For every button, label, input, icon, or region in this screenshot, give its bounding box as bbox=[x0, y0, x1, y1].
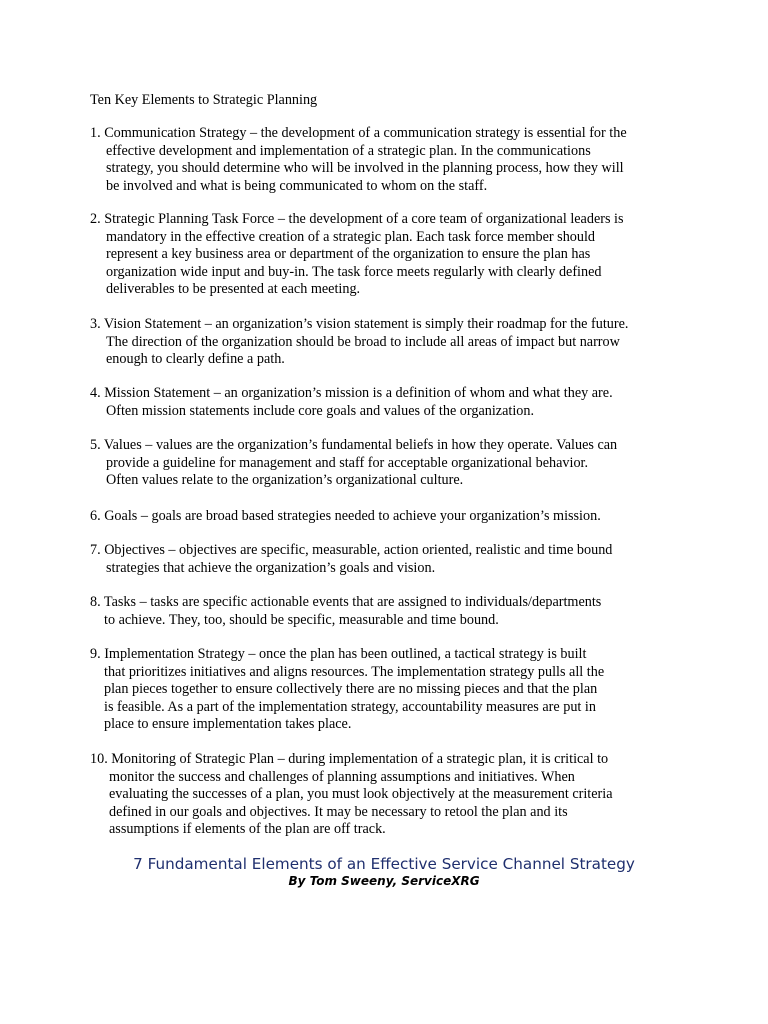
list-item-heading-line: 8. Tasks – tasks are specific actionable events that are assigned to individuals/departments bbox=[90, 594, 602, 610]
list-item-text-line: place to ensure implementation takes place. bbox=[104, 716, 352, 733]
list-item-heading-line: 5. Values – values are the organization’s fundamental beliefs in how they operate. Values can bbox=[90, 437, 618, 453]
list-item bbox=[90, 646, 604, 734]
list-item-text-line: defined in our goals and objectives. It may be necessary to retool the plan and its bbox=[109, 803, 568, 820]
list-item-text-line: strategy, you should determine who will be involved in the planning process, how they will bbox=[106, 160, 624, 177]
list-item-heading-line: 6. Goals – goals are broad based strategies needed to achieve your organization’s mission. bbox=[90, 508, 601, 524]
list-item-text-line: assumptions if elements of the plan are off track. bbox=[109, 821, 386, 838]
list-item-heading-line: 3. Vision Statement – an organization’s vision statement is simply their roadmap for the future. bbox=[90, 316, 629, 332]
list-item-heading-line: 9. Implementation Strategy – once the plan has been outlined, a tactical strategy is built bbox=[90, 646, 587, 662]
list-item-text-line: The direction of the organization should be broad to include all areas of impact but narrow bbox=[106, 333, 620, 350]
list-item-text-line: effective development and implementation of a strategic plan. In the communications bbox=[106, 142, 591, 159]
list-item-text-line: represent a key business area or department of the organization to ensure the plan has bbox=[106, 246, 591, 263]
list-item bbox=[90, 385, 613, 420]
list-item-text-line: enough to clearly define a path. bbox=[106, 351, 285, 368]
list-item-text-line: evaluating the successes of a plan, you must look objectively at the measurement criteria bbox=[109, 786, 613, 803]
list-item-heading-line: 4. Mission Statement – an organization’s mission is a definition of whom and what they are. bbox=[90, 385, 613, 401]
list-item-text-line: to achieve. They, too, should be specific, measurable and time bound. bbox=[104, 611, 499, 628]
list-item bbox=[90, 751, 613, 839]
section-title: 7 Fundamental Elements of an Effective Service Channel Strategy bbox=[133, 855, 635, 873]
list-item bbox=[90, 542, 612, 577]
list-item bbox=[90, 125, 627, 195]
list-item-text-line: deliverables to be presented at each meeting. bbox=[106, 281, 361, 298]
document-title: Ten Key Elements to Strategic Planning bbox=[90, 92, 318, 108]
list-item-text-line: strategies that achieve the organization’s goals and vision. bbox=[106, 559, 436, 576]
list-item-heading-line: 1. Communication Strategy – the development of a communication strategy is essential for the bbox=[90, 125, 627, 141]
list-item-text-line: organization wide input and buy-in. The task force meets regularly with clearly defined bbox=[106, 263, 602, 280]
list-item-text-line: mandatory in the effective creation of a strategic plan. Each task force member should bbox=[106, 228, 596, 245]
list-item bbox=[90, 437, 617, 490]
list-item-text-line: Often values relate to the organization’s organizational culture. bbox=[106, 472, 464, 489]
list-item-text-line: Often mission statements include core goals and values of the organization. bbox=[106, 402, 535, 419]
list-item-heading-line: 7. Objectives – objectives are specific, measurable, action oriented, realistic and time bound bbox=[90, 542, 613, 558]
list-item bbox=[90, 508, 601, 526]
list-item-text-line: provide a guideline for management and staff for acceptable organizational behavior. bbox=[106, 454, 589, 471]
list-item-heading-line: 10. Monitoring of Strategic Plan – during implementation of a strategic plan, it is critical to bbox=[90, 751, 609, 767]
list-item-text-line: monitor the success and challenges of planning assumptions and initiatives. When bbox=[109, 768, 575, 785]
list-item-heading-line: 2. Strategic Planning Task Force – the development of a core team of organizational leaders is bbox=[90, 211, 624, 227]
list-item bbox=[90, 594, 601, 629]
list-item bbox=[90, 316, 628, 369]
list-item-text-line: is feasible. As a part of the implementation strategy, accountability measures are put in bbox=[104, 698, 596, 715]
list-item bbox=[90, 211, 624, 299]
list-item-text-line: that prioritizes initiatives and aligns resources. The implementation strategy pulls all the bbox=[104, 663, 605, 680]
list-item-text-line: be involved and what is being communicated to whom on the staff. bbox=[106, 177, 488, 194]
list-item-text-line: plan pieces together to ensure collectively there are no missing pieces and that the plan bbox=[104, 681, 598, 698]
section-byline: By Tom Sweeny, ServiceXRG bbox=[288, 874, 480, 888]
